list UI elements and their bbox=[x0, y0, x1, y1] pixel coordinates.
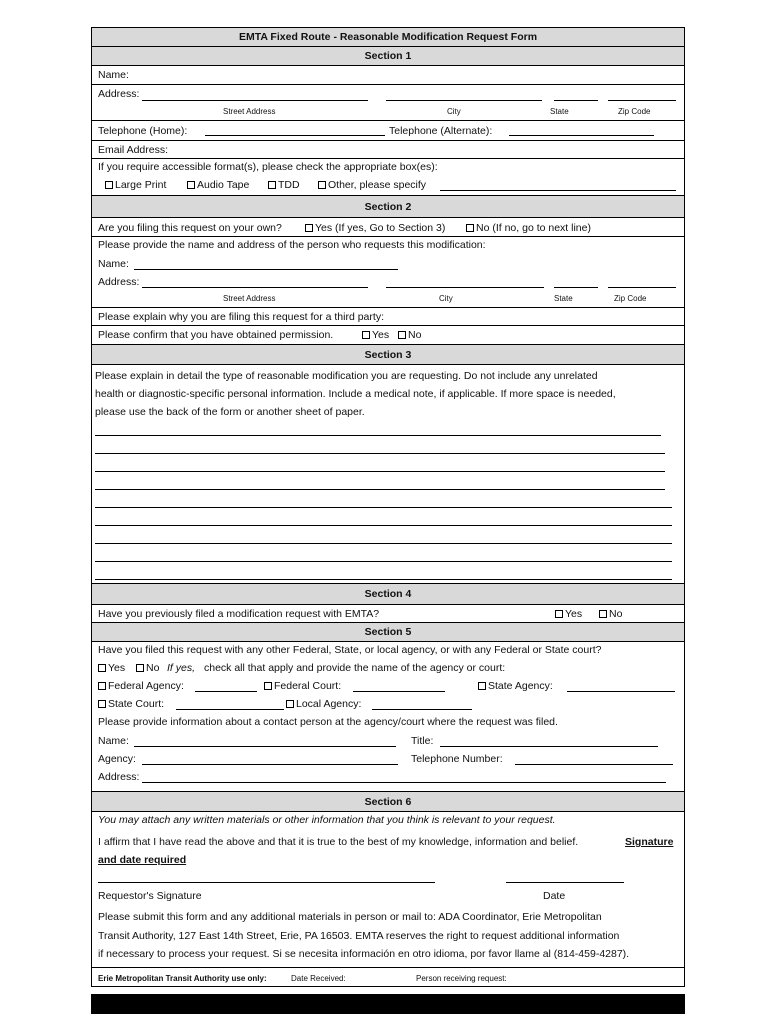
s2-address-label: Address: bbox=[98, 276, 140, 288]
s1-street-field[interactable] bbox=[142, 100, 368, 101]
s2-confirm-yes[interactable] bbox=[362, 329, 389, 342]
s5-name-field[interactable] bbox=[134, 746, 396, 747]
s2-confirm-no-label: No bbox=[408, 329, 422, 341]
s2-confirm-no[interactable] bbox=[398, 329, 421, 342]
opt-large-print-label: Large Print bbox=[115, 179, 167, 191]
s2-city-caption: City bbox=[439, 294, 453, 303]
s2-zip-field[interactable] bbox=[608, 287, 676, 288]
s6-signature-caption: Requestor's Signature bbox=[98, 890, 202, 902]
s5-local-agency-label: Local Agency: bbox=[296, 698, 362, 710]
s3-body bbox=[92, 365, 684, 584]
s5-question: Have you filed this request with any other Federal, State, or local agency, or with any Federal or State court? bbox=[98, 644, 602, 656]
checkbox-icon bbox=[98, 664, 106, 672]
s5-telephone-label: Telephone Number: bbox=[411, 753, 503, 765]
opt-other-field[interactable] bbox=[440, 190, 676, 191]
s1-zip-caption: Zip Code bbox=[618, 107, 651, 116]
s3-instructions-1: Please explain in detail the type of reasonable modification you are requesting. Do not include any unrelated bbox=[95, 370, 598, 382]
checkbox-icon bbox=[362, 331, 370, 339]
s6-body bbox=[92, 812, 684, 968]
s1-email-row bbox=[92, 141, 684, 159]
s1-name-row bbox=[92, 66, 684, 85]
opt-audio-tape-label: Audio Tape bbox=[197, 179, 250, 191]
s5-title-field[interactable] bbox=[440, 746, 658, 747]
s3-answer-line[interactable] bbox=[95, 435, 661, 436]
checkbox-icon bbox=[318, 181, 326, 189]
form-title: EMTA Fixed Route - Reasonable Modification Request Form bbox=[92, 28, 684, 47]
office-date-received: Date Received: bbox=[291, 974, 346, 983]
section-3-header: Section 3 bbox=[92, 345, 684, 365]
s1-name-label: Name: bbox=[98, 69, 129, 81]
checkbox-icon bbox=[105, 181, 113, 189]
s1-street-caption: Street Address bbox=[223, 107, 276, 116]
s6-submit-line-1: Please submit this form and any additional materials in person or mail to: ADA Coordinator, Erie Metropolitan bbox=[98, 911, 602, 923]
s1-phone-home-label: Telephone (Home): bbox=[98, 125, 188, 137]
s6-signature-field[interactable] bbox=[98, 882, 435, 883]
s1-format-prompt: If you require accessible format(s), please check the appropriate box(es): bbox=[98, 161, 438, 173]
s2-street-field[interactable] bbox=[142, 287, 368, 288]
checkbox-icon bbox=[305, 224, 313, 232]
s4-row bbox=[92, 605, 684, 623]
s2-state-caption: State bbox=[554, 294, 573, 303]
s2-own-no[interactable] bbox=[466, 222, 591, 235]
s1-format-row bbox=[92, 159, 684, 196]
s5-address-label: Address: bbox=[98, 771, 140, 783]
section-1-header: Section 1 bbox=[92, 47, 684, 66]
s2-name-label: Name: bbox=[98, 258, 129, 270]
s3-answer-line[interactable] bbox=[95, 579, 672, 580]
s4-yes-label: Yes bbox=[565, 608, 583, 620]
s3-answer-line[interactable] bbox=[95, 543, 672, 544]
s1-phone-alt-label: Telephone (Alternate): bbox=[389, 125, 493, 137]
s5-address-field[interactable] bbox=[142, 782, 666, 783]
s1-phone-alt-field[interactable] bbox=[509, 135, 654, 136]
s2-provide-prompt: Please provide the name and address of the person who requests this modification: bbox=[98, 239, 486, 251]
s2-explain-label: Please explain why you are filing this request for a third party: bbox=[98, 311, 384, 323]
s5-state-court-field[interactable] bbox=[176, 709, 284, 710]
s2-city-field[interactable] bbox=[386, 287, 544, 288]
s2-state-field[interactable] bbox=[554, 287, 598, 288]
s2-explain-row bbox=[92, 308, 684, 326]
opt-audio-tape[interactable] bbox=[187, 179, 249, 192]
section-6-header: Section 6 bbox=[92, 792, 684, 812]
s3-instructions-2: health or diagnostic-specific personal information. Include a medical note, if applicable. If more space is needed, bbox=[95, 388, 616, 400]
s5-local-agency-field[interactable] bbox=[372, 709, 472, 710]
s1-phone-row bbox=[92, 121, 684, 141]
office-use-row bbox=[92, 968, 684, 988]
s5-body bbox=[92, 642, 684, 792]
s2-name-field[interactable] bbox=[134, 269, 398, 270]
s1-email-label: Email Address: bbox=[98, 144, 169, 156]
footer-bar bbox=[91, 994, 685, 1014]
s2-person-block bbox=[92, 237, 684, 308]
s5-federal-court[interactable] bbox=[264, 680, 341, 693]
s6-submit-line-2: Transit Authority, 127 East 14th Street, Erie, PA 16503. EMTA reserves the right to request additional information bbox=[98, 930, 620, 942]
s2-own-yes[interactable] bbox=[305, 222, 445, 235]
s6-attach-note: You may attach any written materials or other information that you think is relevant to your request. bbox=[98, 814, 556, 826]
s3-answer-line[interactable] bbox=[95, 453, 665, 454]
s5-federal-court-field[interactable] bbox=[353, 691, 445, 692]
s6-date-required: and date required bbox=[98, 854, 187, 866]
s6-submit-line-3: if necessary to process your request. Si se necesita información en otro idioma, por favor llame al (814-459-4287). bbox=[98, 948, 630, 960]
checkbox-icon bbox=[478, 682, 486, 690]
s3-answer-line[interactable] bbox=[95, 489, 665, 490]
s5-telephone-field[interactable] bbox=[515, 764, 673, 765]
s5-local-agency[interactable] bbox=[286, 698, 361, 711]
checkbox-icon bbox=[555, 610, 563, 618]
s6-signature-required: Signature bbox=[625, 836, 674, 848]
opt-large-print[interactable] bbox=[105, 179, 166, 192]
s5-state-agency[interactable] bbox=[478, 680, 553, 693]
s5-state-court-label: State Court: bbox=[108, 698, 165, 710]
s4-question: Have you previously filed a modification request with EMTA? bbox=[98, 608, 380, 620]
s1-state-field[interactable] bbox=[554, 100, 598, 101]
s2-street-caption: Street Address bbox=[223, 294, 276, 303]
s2-own-no-label: No (If no, go to next line) bbox=[476, 222, 591, 234]
s3-answer-line[interactable] bbox=[95, 507, 672, 508]
checkbox-icon bbox=[268, 181, 276, 189]
opt-tdd[interactable] bbox=[268, 179, 300, 192]
section-2-header: Section 2 bbox=[92, 196, 684, 218]
s1-address-label: Address: bbox=[98, 88, 140, 100]
s5-yes-label: Yes bbox=[108, 662, 126, 674]
s5-contact-prompt: Please provide information about a contact person at the agency/court where the request was filed. bbox=[98, 716, 558, 728]
opt-tdd-label: TDD bbox=[278, 179, 300, 191]
s5-federal-court-label: Federal Court: bbox=[274, 680, 342, 692]
s1-city-caption: City bbox=[447, 107, 461, 116]
checkbox-icon bbox=[187, 181, 195, 189]
s5-agency-field[interactable] bbox=[142, 764, 398, 765]
s5-if-yes-rest: check all that apply and provide the name of the agency or court: bbox=[204, 662, 506, 674]
s6-date-caption: Date bbox=[543, 890, 566, 902]
checkbox-icon bbox=[98, 682, 106, 690]
s4-no-label: No bbox=[609, 608, 623, 620]
office-use-label: Erie Metropolitan Transit Authority use only: bbox=[98, 974, 267, 983]
request-form bbox=[91, 27, 685, 987]
s2-confirm-row bbox=[92, 326, 684, 345]
s2-own-question: Are you filing this request on your own? bbox=[98, 222, 282, 234]
checkbox-icon bbox=[286, 700, 294, 708]
s2-own-yes-label: Yes (If yes, Go to Section 3) bbox=[315, 222, 446, 234]
checkbox-icon bbox=[398, 331, 406, 339]
s6-affirm-text: I affirm that I have read the above and that it is true to the best of my knowledge, information and belief. bbox=[98, 836, 579, 848]
s4-yes[interactable] bbox=[555, 608, 582, 621]
s5-state-court[interactable] bbox=[98, 698, 164, 711]
checkbox-icon bbox=[599, 610, 607, 618]
s5-federal-agency-field[interactable] bbox=[195, 691, 257, 692]
s1-phone-home-field[interactable] bbox=[205, 135, 385, 136]
checkbox-icon bbox=[136, 664, 144, 672]
checkbox-icon bbox=[466, 224, 474, 232]
office-person-receiving: Person receiving request: bbox=[416, 974, 507, 983]
s5-no[interactable] bbox=[136, 662, 159, 675]
s4-no[interactable] bbox=[599, 608, 622, 621]
s5-federal-agency-label: Federal Agency: bbox=[108, 680, 184, 692]
s5-agency-label: Agency: bbox=[98, 753, 136, 765]
opt-other[interactable] bbox=[318, 179, 426, 192]
checkbox-icon bbox=[98, 700, 106, 708]
s5-title-label: Title: bbox=[411, 735, 434, 747]
s5-no-label: No bbox=[146, 662, 160, 674]
s6-date-field[interactable] bbox=[506, 882, 624, 883]
s1-state-caption: State bbox=[550, 107, 569, 116]
section-4-header: Section 4 bbox=[92, 584, 684, 605]
s5-state-agency-field[interactable] bbox=[567, 691, 675, 692]
s3-answer-line[interactable] bbox=[95, 525, 672, 526]
s1-address-row bbox=[92, 85, 684, 121]
s3-answer-line[interactable] bbox=[95, 471, 665, 472]
s2-confirm-label: Please confirm that you have obtained permission. bbox=[98, 329, 334, 341]
s5-federal-agency[interactable] bbox=[98, 680, 184, 693]
section-5-header: Section 5 bbox=[92, 623, 684, 642]
s1-city-field[interactable] bbox=[386, 100, 542, 101]
checkbox-icon bbox=[264, 682, 272, 690]
opt-other-label: Other, please specify bbox=[328, 179, 427, 191]
s1-zip-field[interactable] bbox=[608, 100, 676, 101]
s5-state-agency-label: State Agency: bbox=[488, 680, 553, 692]
s2-own-row bbox=[92, 218, 684, 237]
s2-confirm-yes-label: Yes bbox=[372, 329, 390, 341]
s3-instructions-3: please use the back of the form or another sheet of paper. bbox=[95, 406, 365, 418]
s2-zip-caption: Zip Code bbox=[614, 294, 647, 303]
s3-answer-line[interactable] bbox=[95, 561, 672, 562]
s5-if-yes: If yes, bbox=[167, 662, 196, 674]
s5-name-label: Name: bbox=[98, 735, 129, 747]
s5-yes[interactable] bbox=[98, 662, 125, 675]
